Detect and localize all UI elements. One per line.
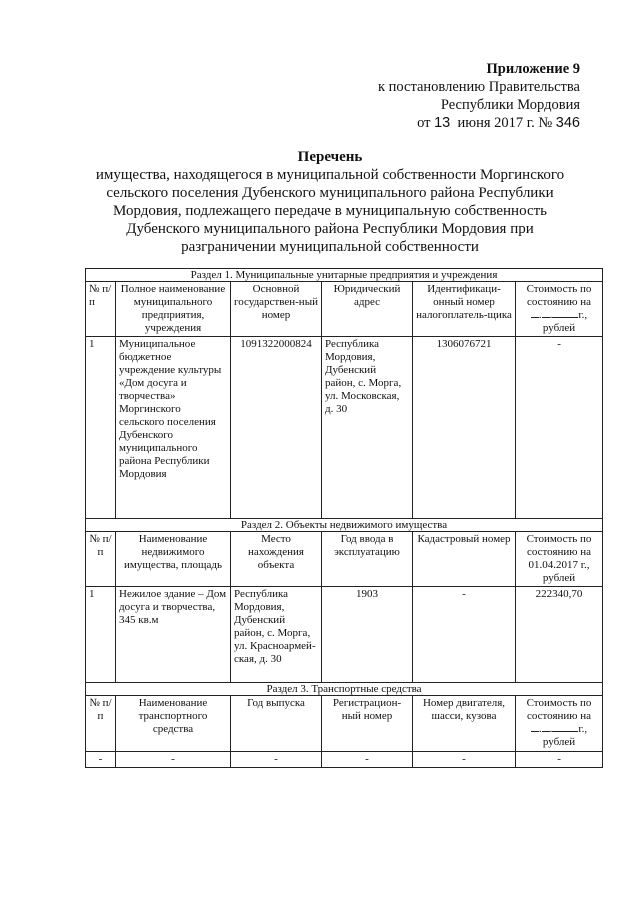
section1-header-row: [86, 282, 603, 337]
s2-header-location: Место нахождения объекта: [231, 532, 322, 587]
s3-row1-cost: -: [516, 752, 603, 768]
s1-header-ogrn: Основной государствен-ный номер: [231, 282, 322, 337]
s1-header-inn: Идентификаци-онный номер налогоплатель-щика: [413, 282, 516, 337]
s1-row1-ogrn: 1091322000824: [231, 337, 322, 519]
s2-header-year: Год ввода в эксплуатацию: [322, 532, 413, 587]
s3-header-name: Наименование транспортного средства: [116, 696, 231, 752]
s2-header-num: № п/п: [86, 532, 116, 587]
s1-header-num: № п/п: [86, 282, 116, 337]
s3-header-engine: Номер двигателя, шасси, кузова: [413, 696, 516, 752]
s1-header-cost: Стоимость по состоянию на . . г., рублей: [516, 282, 603, 337]
s2-row1-name: Нежилое здание – Дом досуга и творчества, 345 кв.м: [116, 587, 231, 683]
s3-header-year: Год выпуска: [231, 696, 322, 752]
property-table: [85, 268, 603, 768]
section1-title-row: [86, 269, 603, 282]
decree-number: 346: [555, 115, 580, 131]
section3-title-row: [86, 683, 603, 696]
s3-header-cost: Стоимость по состоянию на . . г., рублей: [516, 696, 603, 752]
s3-header-num: № п/п: [86, 696, 116, 752]
section2-title-row: [86, 519, 603, 532]
s2-row1-cadastral: -: [413, 587, 516, 683]
table-row: [86, 752, 603, 768]
s2-row1-year: 1903: [322, 587, 413, 683]
section3-title: Раздел 3. Транспортные средства: [86, 683, 603, 696]
s3-header-regnum: Регистрацион-ный номер: [322, 696, 413, 752]
s1-row1-name: Муниципальное бюджетное учреждение культуры «Дом досуга и творчества» Моргинского сельского поселения Дубенского муниципального района Республики Мордовия: [116, 337, 231, 519]
s3-row1-name: -: [116, 752, 231, 768]
section3-header-row: [86, 696, 603, 752]
s1-row1-num: 1: [86, 337, 116, 519]
s1-header-address: Юридический адрес: [322, 282, 413, 337]
document-title: Перечень имущества, находящегося в муниципальной собственности Моргинского сельского поселения Дубенского муниципального района Республики Мордовия, подлежащего передаче в муниципальную собственность Дубенского муниципального района Республики Мордовия при разграничении муниципальной собственности: [70, 148, 590, 256]
s2-header-cost: Стоимость по состоянию на 01.04.2017 г., рублей: [516, 532, 603, 587]
s1-header-name: Полное наименование муниципального предприятия, учреждения: [116, 282, 231, 337]
appendix-decree: к постановлению Правительства: [378, 79, 580, 95]
appendix-republic: Республики Мордовия: [440, 97, 580, 113]
s1-row1-address: Республика Мордовия, Дубенский район, с. Морга, ул. Московская, д. 30: [322, 337, 413, 519]
section2-title: Раздел 2. Объекты недвижимого имущества: [86, 519, 603, 532]
s2-row1-num: 1: [86, 587, 116, 683]
s2-row1-location: Республика Мордовия, Дубенский район, с. Морга, ул. Красноармей-ская, д. 30: [231, 587, 322, 683]
s2-row1-cost: 222340,70: [516, 587, 603, 683]
s1-row1-inn: 1306076721: [413, 337, 516, 519]
s3-row1-regnum: -: [322, 752, 413, 768]
section2-header-row: [86, 532, 603, 587]
appendix-date: от 13 июня 2017 г. № 346: [417, 115, 580, 131]
section1-title: Раздел 1. Муниципальные унитарные предприятия и учреждения: [86, 269, 603, 282]
table-row: [86, 337, 603, 519]
title-heading: Перечень: [297, 149, 363, 165]
s3-row1-num: -: [86, 752, 116, 768]
s2-header-name: Наименование недвижимого имущества, площадь: [116, 532, 231, 587]
s2-header-cadastral: Кадастровый номер: [413, 532, 516, 587]
s3-row1-engine: -: [413, 752, 516, 768]
decree-day: 13: [434, 115, 451, 131]
appendix-number: Приложение 9: [486, 61, 580, 77]
s1-row1-cost: -: [516, 337, 603, 519]
s3-row1-year: -: [231, 752, 322, 768]
appendix-header: [378, 60, 580, 132]
table-row: [86, 587, 603, 683]
